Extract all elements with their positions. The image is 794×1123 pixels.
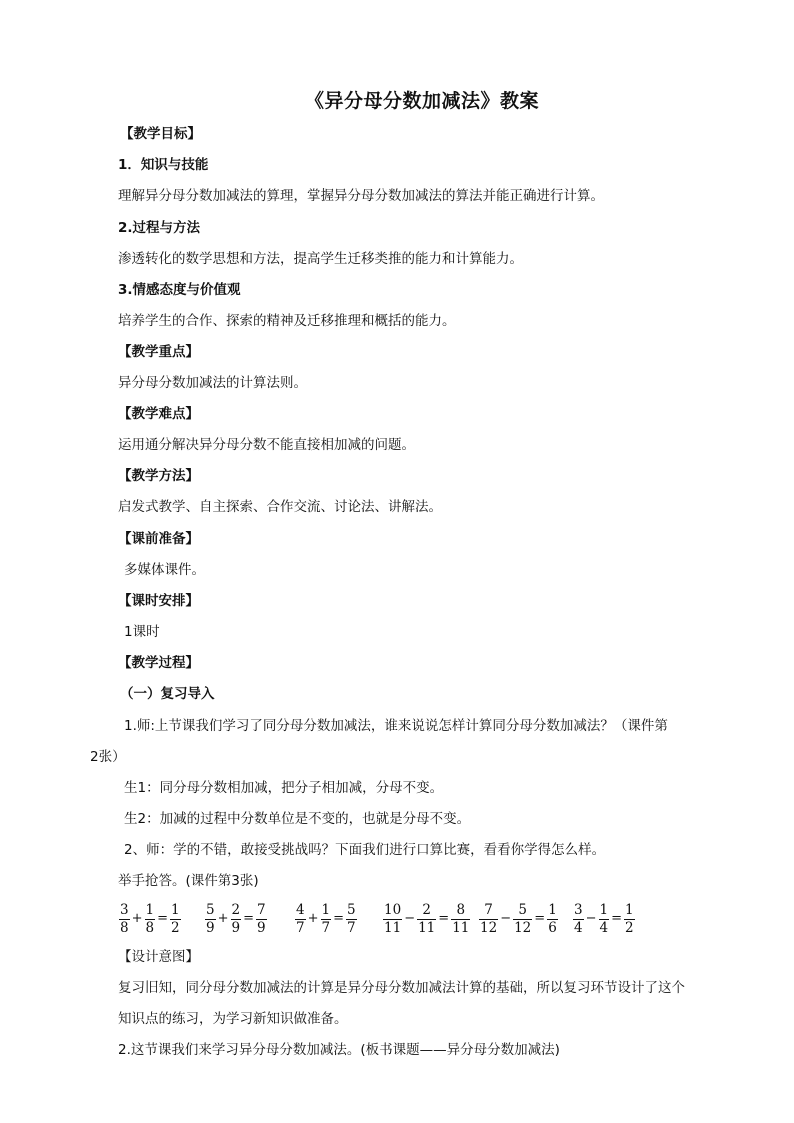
numerator: 7 [257, 901, 266, 918]
schedule-heading: 【课时安排】 [118, 593, 199, 609]
result-fraction [346, 902, 357, 937]
denominator: 9 [231, 919, 241, 936]
operator-sign: + [307, 911, 319, 926]
goals-heading: 【教学目标】 [120, 126, 201, 142]
denominator: 11 [418, 919, 436, 936]
denominator: 6 [548, 919, 557, 936]
denominator: 4 [574, 919, 583, 936]
method-text: 启发式教学、自主探索、合作交流、讨论法、讲解法。 [118, 499, 442, 515]
teacher-question-line2: 2张） [90, 749, 126, 765]
operand-fraction [205, 902, 216, 937]
denominator: 9 [257, 919, 266, 936]
preparation-heading: 【课前准备】 [118, 531, 199, 547]
teacher-question-line1: 1.师:上节课我们学习了同分母分数加减法，谁来说说怎样计算同分母分数加减法？（课件第 [124, 718, 668, 734]
numerator: 1 [321, 901, 331, 918]
denominator: 11 [452, 919, 470, 936]
schedule-text: 1课时 [124, 624, 160, 640]
goal3-heading: 3.情感态度与价值观 [118, 282, 241, 298]
numerator: 7 [484, 901, 493, 918]
numerator: 1 [599, 901, 609, 918]
goal2-heading: 2.过程与方法 [118, 220, 201, 236]
quick-answer-prompt: 举手抢答。(课件第3张) [118, 873, 259, 889]
operator-sign: + [217, 911, 229, 926]
numerator: 2 [231, 901, 241, 918]
operator-sign: − [500, 911, 512, 926]
numerator: 3 [574, 901, 583, 918]
result-fraction [170, 902, 181, 937]
goal3-text: 培养学生的合作、探索的精神及迁移推理和概括的能力。 [118, 313, 456, 329]
numerator: 2 [422, 901, 431, 918]
operand-fraction [417, 902, 436, 937]
numerator: 5 [347, 901, 356, 918]
numerator: 1 [625, 901, 634, 918]
operand-fraction [479, 902, 498, 937]
denominator: 7 [296, 919, 305, 936]
method-heading: 【教学方法】 [118, 468, 199, 484]
operand-fraction [119, 902, 130, 937]
denominator: 8 [120, 919, 129, 936]
denominator: 2 [171, 919, 180, 936]
equals-sign: = [333, 911, 344, 926]
operand-fraction [573, 902, 584, 937]
numerator: 5 [518, 901, 527, 918]
key-point-heading: 【教学重点】 [118, 344, 199, 360]
fraction-expression [294, 896, 358, 942]
design-intent-heading: 【设计意图】 [118, 949, 199, 965]
denominator: 4 [599, 919, 609, 936]
result-fraction [547, 902, 558, 937]
student1-answer: 生1：同分母分数相加减，把分子相加减，分母不变。 [124, 780, 444, 796]
document-title: 《异分母分数加减法》教案 [304, 90, 539, 112]
numerator: 1 [145, 901, 155, 918]
denominator: 12 [480, 919, 498, 936]
fraction-expression [382, 896, 471, 942]
result-fraction [624, 902, 635, 937]
new-lesson-intro: 2.这节课我们来学习异分母分数加减法。(板书课题——异分母分数加减法) [118, 1042, 560, 1058]
result-fraction [451, 902, 470, 937]
denominator: 2 [625, 919, 634, 936]
difficulty-heading: 【教学难点】 [118, 406, 199, 422]
operand-fraction [231, 902, 242, 937]
operand-fraction [321, 902, 332, 937]
numerator: 10 [384, 901, 402, 918]
result-fraction [256, 902, 267, 937]
operand-fraction [383, 902, 402, 937]
equals-sign: = [438, 911, 450, 926]
teacher-challenge: 2、师：学的不错，敢接受挑战吗？下面我们进行口算比赛，看看你学得怎么样。 [124, 842, 606, 858]
fraction-expression [478, 896, 559, 942]
denominator: 8 [145, 919, 155, 936]
numerator: 4 [296, 901, 305, 918]
difficulty-text: 运用通分解决异分母分数不能直接相加减的问题。 [118, 437, 415, 453]
operand-fraction [145, 902, 156, 937]
denominator: 12 [514, 919, 532, 936]
goal2-text: 渗透转化的数学思想和方法，提高学生迁移类推的能力和计算能力。 [118, 251, 523, 267]
operator-sign: − [585, 911, 597, 926]
fraction-expression [204, 896, 268, 942]
operand-fraction [513, 902, 532, 937]
key-point-text: 异分母分数加减法的计算法则。 [118, 375, 307, 391]
numerator: 8 [456, 901, 466, 918]
goal1-heading: 1．知识与技能 [118, 157, 209, 173]
part1-heading: （一）复习导入 [120, 686, 215, 702]
operator-sign: + [131, 911, 143, 926]
operand-fraction [599, 902, 610, 937]
fraction-expression [118, 896, 182, 942]
numerator: 3 [120, 901, 129, 918]
denominator: 11 [384, 919, 402, 936]
equals-sign: = [157, 911, 168, 926]
equals-sign: = [611, 911, 622, 926]
denominator: 7 [347, 919, 356, 936]
student2-answer: 生2：加减的过程中分数单位是不变的，也就是分母不变。 [124, 811, 471, 827]
preparation-text: 多媒体课件。 [124, 562, 205, 578]
denominator: 9 [206, 919, 215, 936]
operand-fraction [295, 902, 306, 937]
process-heading: 【教学过程】 [118, 655, 199, 671]
numerator: 5 [206, 901, 215, 918]
design-intent-line1: 复习旧知，同分母分数加减法的计算是异分母分数加减法计算的基础，所以复习环节设计了这个 [118, 980, 685, 996]
goal1-text: 理解异分母分数加减法的算理，掌握异分母分数加减法的算法并能正确进行计算。 [118, 188, 604, 204]
numerator: 1 [171, 901, 180, 918]
fraction-expression [572, 896, 636, 942]
equals-sign: = [534, 911, 546, 926]
equals-sign: = [243, 911, 254, 926]
numerator: 1 [548, 901, 557, 918]
operator-sign: − [404, 911, 416, 926]
denominator: 7 [321, 919, 331, 936]
design-intent-line2: 知识点的练习，为学习新知识做准备。 [118, 1011, 348, 1027]
